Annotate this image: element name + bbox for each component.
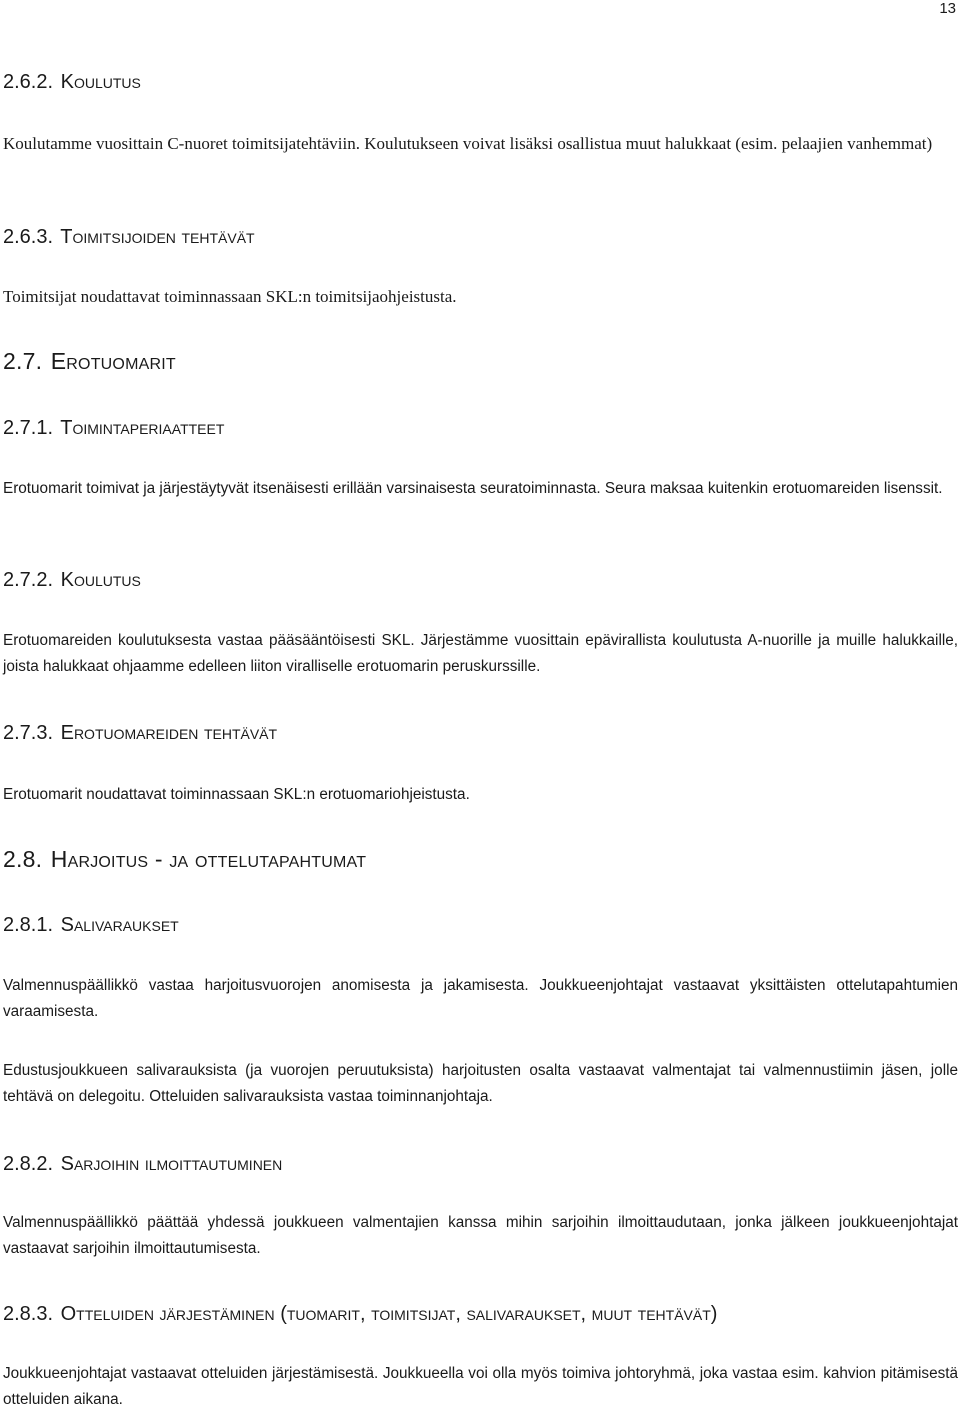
paragraph-salivaraukset-2: Edustusjoukkueen salivarauksista (ja vuorojen peruutuksista) harjoitusten osalta vastaavat valmentajat tai valmennustiimin jäsen, jolle tehtävä on delegoitu. Otteluiden salivarauksista vastaa toiminnanjohtaja. [3,1062,958,1105]
heading-2-7 [3,347,958,375]
heading-number: 2.6.2. [3,71,54,93]
paragraph-sarjoihin-ilmoittautuminen: Valmennuspäällikkö päättää yhdessä joukkueen valmentajien kanssa mihin sarjoihin ilmoittaudutaan, jonka jälkeen joukkueenjohtajat vastaavat sarjoihin ilmoittautumisesta. [3,1214,958,1257]
paragraph-toimitsijat-ohjeistus: Toimitsijat noudattavat toiminnassaan SKL:n toimitsijaohjeistusta. [3,287,457,306]
heading-text: Otteluiden järjestäminen (tuomarit, toimitsijat, salivaraukset, muut tehtävät) [60,1303,718,1325]
heading-text: Toimintaperiaatteet [60,417,225,439]
heading-number: 2.8.2. [3,1153,54,1175]
heading-2-8-1 [3,913,958,937]
paragraph-erotuomari-ohjeistus: Erotuomarit noudattavat toiminnassaan SKL:n erotuomariohjeistusta. [3,786,470,803]
heading-number: 2.7.2. [3,569,54,591]
page-number: 13 [939,0,956,17]
heading-2-7-3 [3,721,958,745]
heading-number: 2.7.3. [3,722,54,744]
heading-number: 2.8.3. [3,1303,54,1325]
paragraph-otteluiden-jarjestaminen: Joukkueenjohtajat vastaavat otteluiden järjestämisestä. Joukkueella voi olla myös toimiva johtoryhmä, joka vastaa esim. kahvion pitämisestä otteluiden aikana. [3,1365,958,1408]
heading-text: Toimitsijoiden tehtävät [60,226,255,248]
heading-number: 2.6.3. [3,226,54,248]
heading-text: Sarjoihin ilmoittautuminen [60,1153,283,1175]
heading-number: 2.7.1. [3,417,54,439]
heading-2-8-3 [3,1302,958,1326]
heading-number: 2.8. [3,846,43,872]
paragraph-erotuomari-koulutus: Erotuomareiden koulutuksesta vastaa pääsääntöisesti SKL. Järjestämme vuosittain epävirallista koulutusta A-nuorille ja muille halukkaille, joista halukkaat ohjaamme edelleen liiton viralliselle erotuomarin peruskurssille. [3,632,958,675]
heading-text: Erotuomareiden tehtävät [60,722,278,744]
heading-2-8 [3,845,958,873]
heading-text: Salivaraukset [60,914,179,936]
heading-number: 2.7. [3,348,43,374]
heading-2-8-2 [3,1152,958,1176]
heading-2-6-2 [3,70,958,94]
heading-text: Koulutus [60,71,141,93]
heading-number: 2.8.1. [3,914,54,936]
paragraph-koulutus-toimitsijat: Koulutamme vuosittain C-nuoret toimitsijatehtäviin. Koulutukseen voivat lisäksi osallistua muut halukkaat (esim. pelaajien vanhemmat) [3,134,933,153]
heading-text: Harjoitus - ja ottelutapahtumat [50,846,367,872]
paragraph-salivaraukset-1: Valmennuspäällikkö vastaa harjoitusvuorojen anomisesta ja jakamisesta. Joukkueenjohtajat vastaavat yksittäisten ottelutapahtumien varaamisesta. [3,977,958,1020]
paragraph-toimintaperiaatteet: Erotuomarit toimivat ja järjestäytyvät itsenäisesti erillään varsinaisesta seuratoiminnasta. Seura maksaa kuitenkin erotuomareiden lisenssit. [3,480,943,497]
heading-2-7-1 [3,416,958,440]
heading-text: Koulutus [60,569,141,591]
heading-2-6-3 [3,225,958,249]
heading-2-7-2 [3,568,958,592]
heading-text: Erotuomarit [50,348,176,374]
